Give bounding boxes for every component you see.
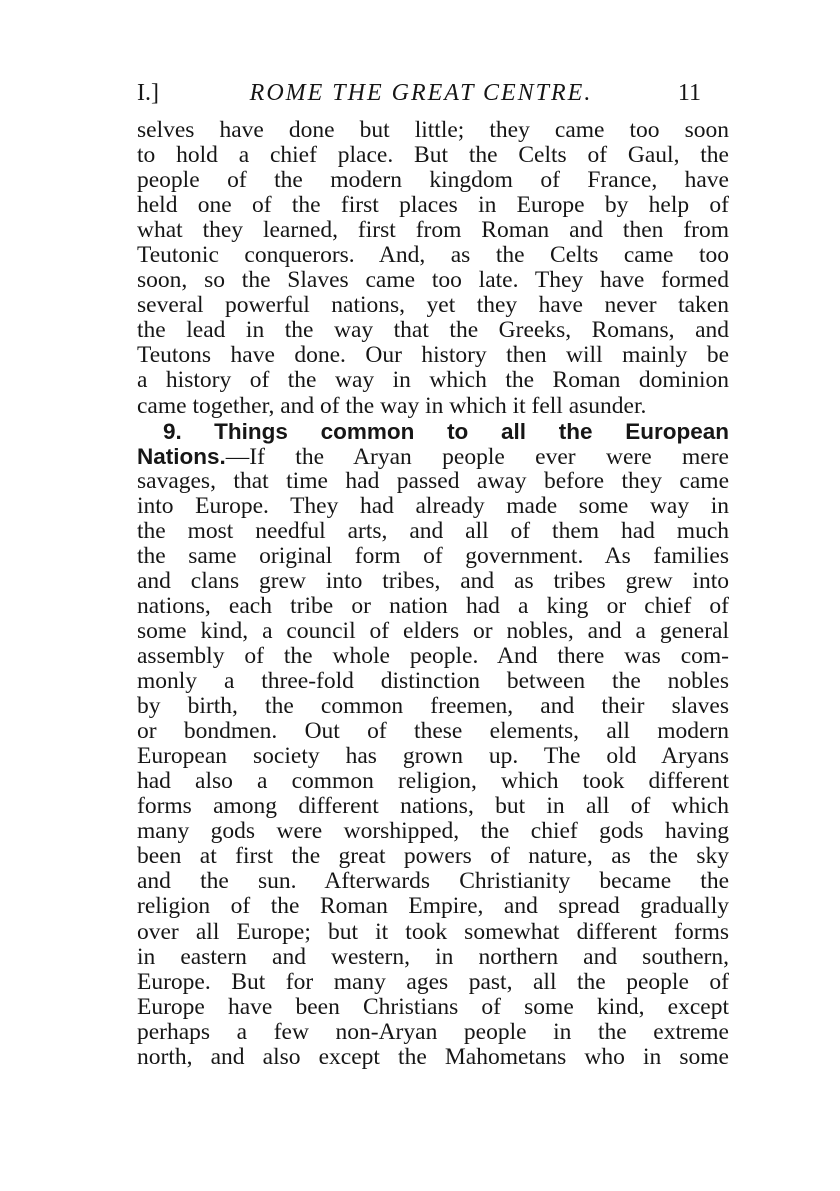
text-line: and the sun. Afterwards Christianity became the — [137, 868, 729, 895]
text-line: and clans grew into tribes, and as tribes grew into — [137, 567, 729, 594]
text-run: —If the Aryan people ever were mere — [225, 443, 729, 470]
text-line: savages, that time had passed away before they came — [137, 467, 729, 494]
text-line: some kind, a council of elders or nobles, and a general — [137, 617, 729, 644]
text-line: selves have done but little; they came too soon — [137, 117, 729, 143]
text-line: Europe have been Christians of some kind, except — [137, 993, 729, 1020]
body-text — [137, 118, 729, 1070]
text-line: the lead in the way that the Greeks, Romans, and — [137, 317, 729, 344]
text-line: Teutonic conquerors. And, as the Celts came too — [137, 242, 729, 269]
text-line: Teutons have done. Our history then will mainly be — [137, 342, 729, 369]
text-line: assembly of the whole people. And there was com- — [137, 642, 729, 669]
text-line: European society has grown up. The old Aryans — [137, 743, 729, 770]
section-heading-line — [137, 419, 729, 444]
section-number: 9. — [163, 418, 182, 444]
text-line: the same original form of government. As families — [137, 542, 729, 569]
text-line: the most needful arts, and all of them had much — [137, 517, 729, 544]
section-heading-line — [137, 444, 729, 469]
text-line: forms among different nations, but in all of which — [137, 793, 729, 820]
text-line: Europe. But for many ages past, all the people of — [137, 968, 729, 995]
text-line: many gods were worshipped, the chief gods having — [137, 818, 729, 845]
section-9 — [137, 419, 729, 1070]
paragraph-continuation — [137, 118, 729, 419]
text-line: by birth, the common freemen, and their slaves — [137, 693, 729, 720]
text-line: monly a three-fold distinction between the nobles — [137, 668, 729, 695]
text-line: in eastern and western, in northern and southern, — [137, 943, 729, 970]
text-line: nations, each tribe or nation had a king or chief of — [137, 592, 729, 619]
text-line: several powerful nations, yet they have never taken — [137, 292, 729, 319]
text-line: to hold a chief place. But the Celts of Gaul, the — [137, 142, 729, 169]
running-head — [137, 78, 705, 108]
text-line: or bondmen. Out of these elements, all modern — [137, 718, 729, 745]
text-line: north, and also except the Mahometans who in some — [137, 1043, 729, 1070]
text-line: into Europe. They had already made some way in — [137, 492, 729, 519]
page-number: 11 — [677, 80, 701, 106]
section-heading: Things common to all the European — [214, 418, 730, 444]
running-title: ROME THE GREAT CENTRE. — [249, 80, 593, 106]
section-heading-end: Nations. — [137, 443, 226, 469]
text-line: people of the modern kingdom of France, have — [137, 167, 729, 194]
text-line: perhaps a few non-Aryan people in the extreme — [137, 1018, 729, 1045]
text-line: what they learned, first from Roman and then from — [137, 217, 729, 244]
text-line: a history of the way in which the Roman dominion — [137, 367, 729, 394]
text-line: came together, and of the way in which it fell asunder. — [137, 392, 647, 419]
text-line: over all Europe; but it took somewhat different forms — [137, 918, 729, 945]
text-line: religion of the Roman Empire, and spread gradually — [137, 893, 729, 920]
text-line: held one of the first places in Europe by help of — [137, 192, 729, 219]
text-line: been at first the great powers of nature, as the sky — [137, 843, 729, 870]
text-line: soon, so the Slaves came too late. They have formed — [137, 267, 729, 294]
chapter-marker: I.] — [137, 80, 159, 106]
text-line: had also a common religion, which took different — [137, 768, 729, 795]
